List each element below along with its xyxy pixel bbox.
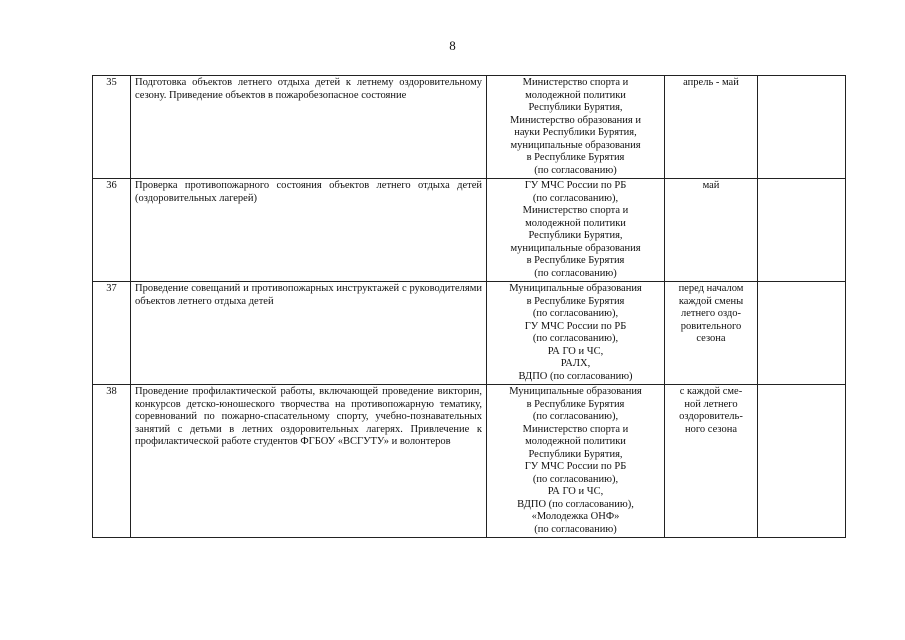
- responsible-line: ГУ МЧС России по РБ: [524, 320, 627, 332]
- term-cell: [665, 179, 758, 282]
- note-cell: [758, 179, 846, 282]
- note-cell: [758, 282, 846, 385]
- responsible-line: Министерство спорта и: [522, 77, 629, 88]
- responsible-line: в Республике Бурятия: [526, 255, 625, 266]
- responsible-cell: [487, 179, 665, 282]
- responsible-line: муниципальные образования: [510, 242, 641, 254]
- responsible-line: (по согласованию): [534, 267, 617, 279]
- responsible-line: Республики Бурятия,: [528, 230, 623, 241]
- row-number: 38: [93, 385, 131, 538]
- page-number: 8: [449, 38, 456, 53]
- responsible-line: молодежной политики: [525, 89, 626, 101]
- responsible-line: (по согласованию),: [532, 411, 619, 422]
- responsible-cell: [487, 76, 665, 179]
- term-line: ной летнего: [684, 398, 738, 410]
- term-line: оздоровитель-: [679, 411, 743, 422]
- responsible-line: науки Республики Бурятия,: [514, 127, 637, 138]
- responsible-line: в Республике Бурятия: [526, 152, 625, 163]
- responsible-line: ГУ МЧС России по РБ: [524, 461, 627, 472]
- note-cell: [758, 76, 846, 179]
- responsible-line: (по согласованию),: [532, 308, 619, 319]
- responsible-line: Республики Бурятия,: [528, 448, 623, 460]
- term-line: с каждой сме-: [679, 386, 743, 397]
- responsible-line: муниципальные образования: [510, 139, 641, 151]
- table-row: [93, 179, 846, 282]
- responsible-line: молодежной политики: [525, 436, 626, 447]
- term-line: летнего оздо-: [681, 308, 741, 319]
- measure-description: Подготовка объектов летнего отдыха детей к летнему оздоровительному сезону. Приведение объектов в пожаробезопасное состояние: [131, 76, 487, 179]
- responsible-line: Министерство спорта и: [522, 205, 629, 216]
- responsible-line: Республики Бурятия,: [528, 102, 623, 113]
- responsible-line: Министерство спорта и: [522, 423, 629, 435]
- responsible-line: в Республике Бурятия: [526, 295, 625, 307]
- responsible-line: в Республике Бурятия: [526, 398, 625, 410]
- measures-table: [92, 75, 846, 538]
- term-line: каждой смены: [678, 295, 744, 307]
- responsible-line: ГУ МЧС России по РБ: [524, 180, 627, 191]
- measure-description: Проведение совещаний и противопожарных инструктажей с руководителями объектов летнего отдыха детей: [131, 282, 487, 385]
- responsible-line: РАЛХ,: [560, 358, 591, 369]
- responsible-line: ВДПО (по согласованию): [518, 370, 633, 382]
- responsible-line: (по согласованию),: [532, 333, 619, 344]
- responsible-cell: [487, 282, 665, 385]
- responsible-line: (по согласованию),: [532, 473, 619, 485]
- row-number: 36: [93, 179, 131, 282]
- term-cell: [665, 76, 758, 179]
- responsible-line: (по согласованию),: [532, 192, 619, 204]
- responsible-line: ВДПО (по согласованию),: [517, 498, 634, 510]
- responsible-line: (по согласованию): [534, 523, 617, 535]
- responsible-cell: [487, 385, 665, 538]
- measure-description: Проверка противопожарного состояния объектов летнего отдыха детей (оздоровительных лагерей): [131, 179, 487, 282]
- responsible-line: Министерство образования и: [510, 114, 641, 126]
- row-number: 35: [93, 76, 131, 179]
- table-row: [93, 385, 846, 538]
- measure-description: Проведение профилактической работы, включающей проведение викторин, конкурсов детско-юношеского творчества на противопожарную тематику, соревнований по пожарно-спасательному спорту, учебно-познавательных занятий с детьми в летних оздоровительных лагерях. Привлечение к профилактической работе студентов ФГБОУ «ВСГУТУ» и волонтеров: [131, 385, 487, 538]
- term-cell: [665, 282, 758, 385]
- term-line: май: [702, 180, 720, 191]
- row-number: 37: [93, 282, 131, 385]
- note-cell: [758, 385, 846, 538]
- table-row: [93, 76, 846, 179]
- responsible-line: РА ГО и ЧС,: [547, 486, 604, 497]
- responsible-line: «Молодежка ОНФ»: [531, 511, 620, 522]
- term-line: перед началом: [678, 283, 744, 294]
- term-line: ровительного: [680, 320, 742, 332]
- term-line: ного сезона: [685, 423, 737, 435]
- table-row: [93, 282, 846, 385]
- term-line: сезона: [696, 333, 726, 344]
- term-line: апрель - май: [683, 77, 739, 88]
- responsible-line: (по согласованию): [534, 164, 617, 176]
- responsible-line: Муниципальные образования: [509, 386, 642, 397]
- responsible-line: РА ГО и ЧС,: [547, 345, 604, 357]
- responsible-line: молодежной политики: [525, 217, 626, 229]
- term-cell: [665, 385, 758, 538]
- responsible-line: Муниципальные образования: [509, 283, 642, 294]
